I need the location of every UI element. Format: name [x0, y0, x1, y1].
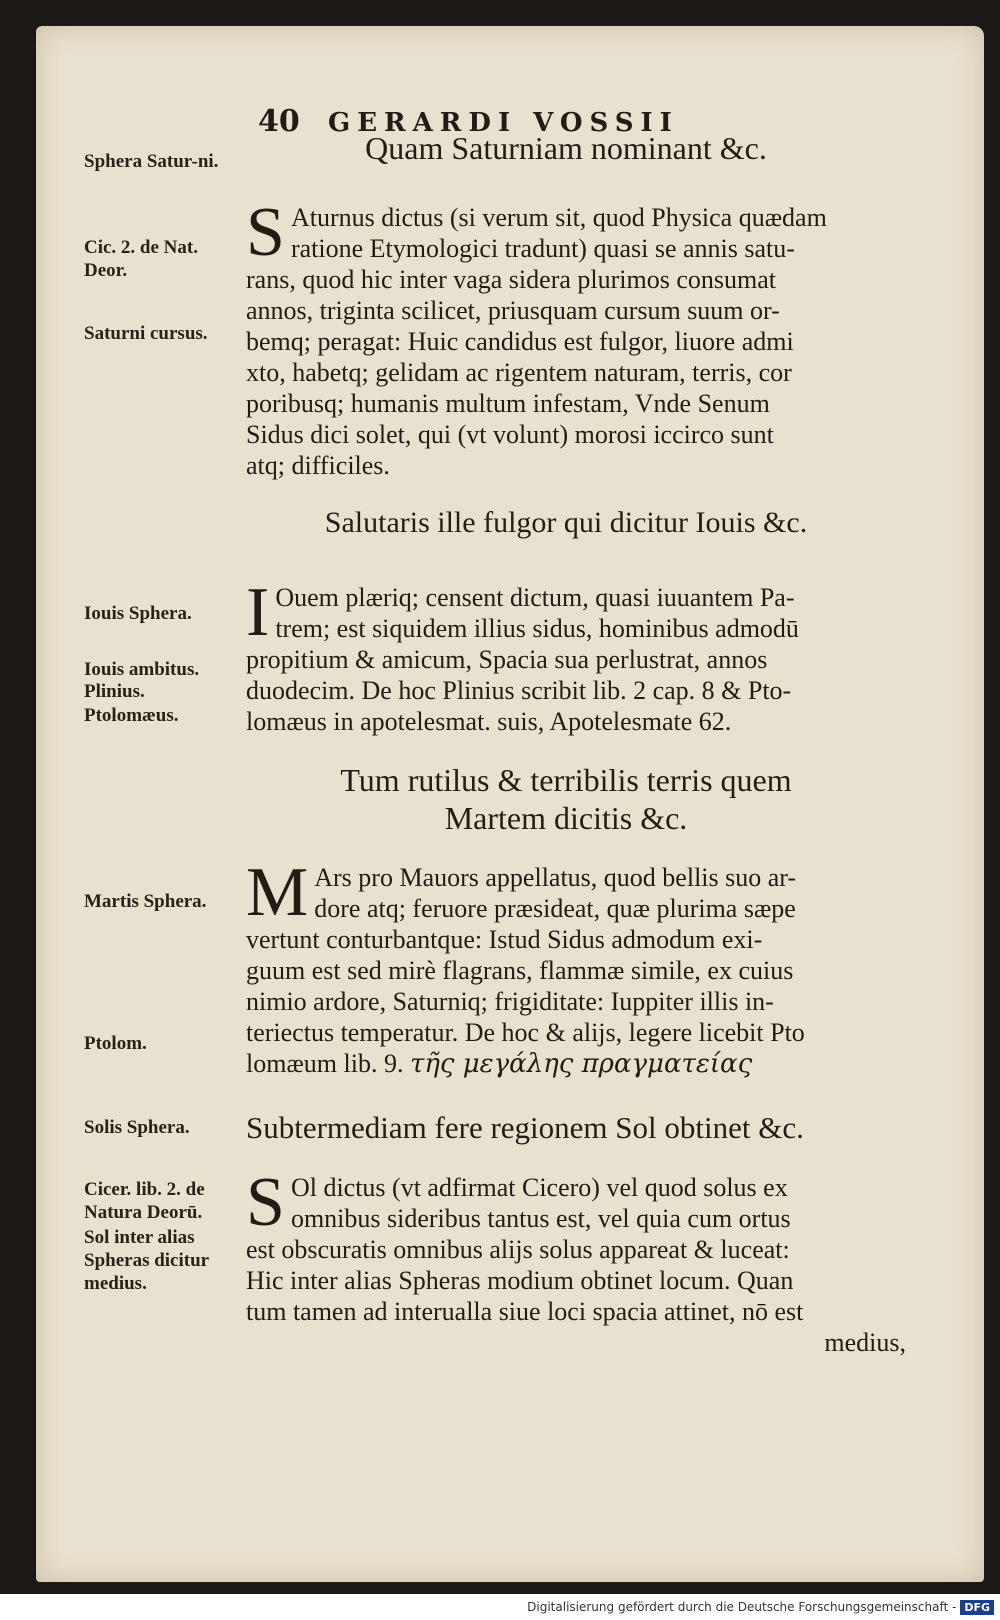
text-line: rans, quod hic inter vaga sidera plurimos consumat	[246, 265, 776, 294]
margin-note: Solis Sphera.	[84, 1117, 190, 1138]
text-line: propitium & amicum, Spacia sua perlustrat, annos	[246, 645, 768, 674]
section-title-sun: Subtermediam fere regionem Sol obtinet &c.	[246, 1110, 804, 1145]
text-line: guum est sed mirè flagrans, flammæ simile, ex cuius	[246, 956, 794, 985]
text-line: Sidus dici solet, qui (vt volunt) morosi iccirco sunt	[246, 420, 774, 449]
text-line: Ol dictus (vt adfirmat Cicero) vel quod solus ex	[290, 1173, 788, 1202]
margin-note: Sol inter alias Spheras dicitur medius.	[84, 1227, 209, 1294]
drop-cap: S	[246, 1164, 285, 1241]
text-line: dore atq; feruore præsideat, quæ plurima sæpe	[314, 894, 796, 923]
text-line: nimio ardore, Saturniq; frigiditate: Iuppiter illis in-	[246, 987, 774, 1016]
text-line: xto, habetq; gelidam ac rigentem naturam, terris, cor	[246, 358, 792, 387]
margin-note: Ptolom.	[84, 1033, 147, 1054]
text-line: lomæus in apotelesmat. suis, Apotelesmate 62.	[246, 707, 732, 736]
paragraph-jupiter	[246, 574, 906, 737]
section-title-jupiter: Salutaris ille fulgor qui dicitur Iouis &c.	[324, 506, 808, 539]
text-line: duodecim. De hoc Plinius scribit lib. 2 cap. 8 & Pto-	[246, 676, 792, 705]
text-line: trem; est siquidem illius sidus, hominibus admodū	[275, 614, 799, 643]
paragraph-mars	[246, 854, 906, 1080]
paragraph-sun	[246, 1164, 906, 1358]
text-line: Ars pro Mauors appellatus, quod bellis suo ar-	[314, 863, 797, 892]
margin-note: Iouis ambitus.	[84, 659, 200, 680]
margin-note: Cicer. lib. 2. de Natura Deorū.	[84, 1179, 205, 1223]
text-fragment: lomæum lib. 9.	[246, 1049, 404, 1078]
drop-cap: M	[246, 854, 309, 931]
margin-note: Martis Sphera.	[84, 891, 207, 912]
section-title-mars-line2: Martem dicitis &c.	[444, 800, 688, 836]
catchword: medius,	[824, 1328, 906, 1357]
book-page	[36, 26, 984, 1582]
greek-text: τῆς μεγάλης πραγματείας	[409, 1049, 753, 1079]
running-head: GERARDI VOSSII	[328, 108, 679, 138]
text-line: Aturnus dictus (si verum sit, quod Physica quædam	[290, 203, 827, 232]
text-line: teriectus temperatur. De hoc & alijs, legere licebit Pto	[246, 1018, 805, 1047]
drop-cap: S	[246, 194, 285, 271]
text-line: poribusq; humanis multum infestam, Vnde Senum	[246, 389, 770, 418]
text-line: vertunt conturbantque: Istud Sidus admodum exi-	[246, 925, 763, 954]
dfg-logo: DFG	[960, 1600, 994, 1615]
text-line	[246, 1048, 906, 1080]
text-line: annos, triginta scilicet, priusquam cursum suum or-	[246, 296, 780, 325]
text-line: Hic inter alias Spheras modium obtinet locum. Quan	[246, 1266, 794, 1295]
text-line: omnibus sideribus tantus est, vel quia cum ortus	[290, 1204, 791, 1233]
margin-note: Plinius.	[84, 681, 145, 702]
margin-note: Ptolomæus.	[84, 705, 179, 726]
margin-note: Iouis Sphera.	[84, 603, 192, 624]
footer-text: Digitalisierung gefördert durch die Deutsche Forschungsgemeinschaft -	[527, 1600, 957, 1614]
page-number: 40	[258, 104, 300, 139]
drop-cap: I	[246, 574, 270, 651]
text-line: atq; difficiles.	[246, 451, 390, 480]
text-line: ratione Etymologici tradunt) quasi se annis satu-	[290, 234, 795, 263]
margin-note: Saturni cursus.	[84, 323, 208, 344]
paragraph-saturn	[246, 194, 906, 481]
section-title-mars: Tum rutilus & terribilis terris quem	[340, 762, 792, 798]
text-line: bemq; peragat: Huic candidus est fulgor, liuore admi	[246, 327, 794, 356]
section-title-saturn: Quam Saturniam nominant &c.	[365, 130, 767, 166]
margin-note: Cic. 2. de Nat. Deor.	[84, 237, 198, 281]
text-line: Ouem plæriq; censent dictum, quasi iuuantem Pa-	[275, 583, 795, 612]
text-line: est obscuratis omnibus alijs solus appareat & luceat:	[246, 1235, 790, 1264]
footer-credit	[0, 1594, 1000, 1620]
text-line: tum tamen ad interualla siue loci spacia attinet, nō est	[246, 1297, 804, 1326]
margin-note: Sphera Satur-ni.	[84, 151, 219, 172]
